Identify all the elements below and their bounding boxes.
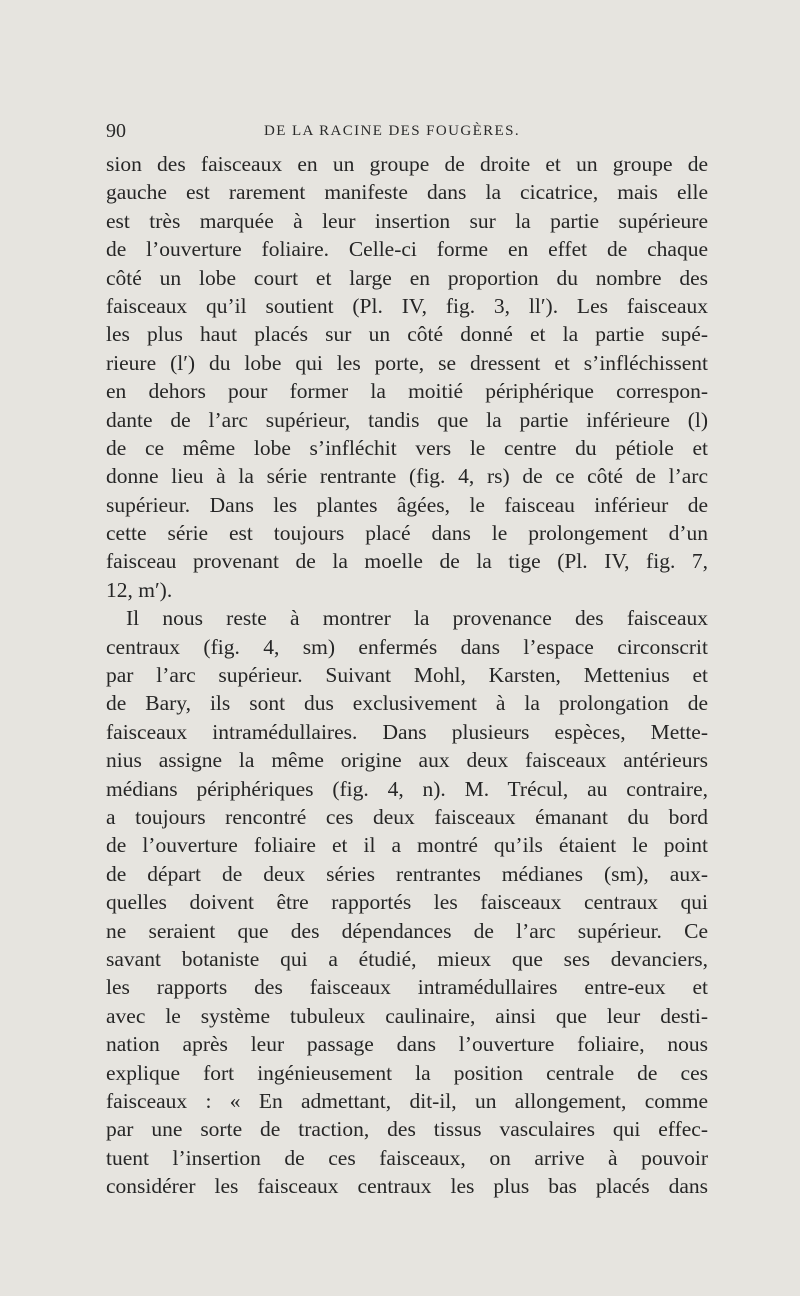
page-header [104,120,704,146]
text-line: considérer les faisceaux centraux les plus bas placés dans [106,1174,708,1199]
text-line: tuent l’insertion de ces faisceaux, on arrive à pouvoir [106,1145,708,1170]
text-line: dante de l’arc supérieur, tandis que la partie inférieure (l) [106,407,708,432]
text-line: médians périphériques (fig. 4, n). M. Trécul, au contraire, [106,776,708,801]
text-line: côté un lobe court et large en proportion du nombre des [106,265,708,290]
text-line: centraux (fig. 4, sm) enfermés dans l’espace circonscrit [106,634,708,659]
text-line: nius assigne la même origine aux deux faisceaux antérieurs [106,748,708,773]
text-line: de départ de deux séries rentrantes médianes (sm), aux- [106,861,708,886]
text-line: de l’ouverture foliaire. Celle-ci forme en effet de chaque [106,237,708,262]
text-line: est très marquée à leur insertion sur la partie supérieure [106,208,708,233]
text-line: de ce même lobe s’infléchit vers le centre du pétiole et [106,435,708,460]
text-line: faisceau provenant de la moelle de la tige (Pl. IV, fig. 7, [106,549,708,574]
text-line: sion des faisceaux en un groupe de droite et un groupe de [106,152,708,176]
text-line: avec le système tubuleux caulinaire, ainsi que leur desti- [106,1003,708,1028]
paragraph-start-line: Il nous reste à montrer la provenance des faisceaux [126,606,708,631]
text-line: savant botaniste qui a étudié, mieux que ses devanciers, [106,946,708,971]
paragraph-end-line: 12, m′). [106,577,173,602]
text-line: par une sorte de traction, des tissus vasculaires qui effec- [106,1117,708,1142]
text-line: de l’ouverture foliaire et il a montré qu’ils étaient le point [106,833,708,858]
text-line: donne lieu à la série rentrante (fig. 4, rs) de ce côté de l’arc [106,464,708,489]
text-line: nation après leur passage dans l’ouverture foliaire, nous [106,1032,708,1057]
text-line: rieure (l′) du lobe qui les porte, se dressent et s’infléchissent [106,350,708,375]
text-line: faisceaux intramédullaires. Dans plusieurs espèces, Mette- [106,719,708,744]
page-number: 90 [106,120,126,142]
text-line: a toujours rencontré ces deux faisceaux émanant du bord [106,804,708,829]
text-line: de Bary, ils sont dus exclusivement à la prolongation de [106,691,708,716]
text-line: en dehors pour former la moitié périphérique correspon- [106,379,708,404]
text-line: cette série est toujours placé dans le prolongement d’un [106,521,708,546]
text-line: supérieur. Dans les plantes âgées, le faisceau inférieur de [106,492,708,517]
text-line: quelles doivent être rapportés les faisceaux centraux qui [106,890,708,915]
text-line: faisceaux qu’il soutient (Pl. IV, fig. 3, ll′). Les faisceaux [106,293,708,318]
text-line: faisceaux : « En admettant, dit-il, un allongement, comme [106,1088,708,1113]
running-title: DE LA RACINE DES FOUGÈRES. [264,123,520,139]
text-line: gauche est rarement manifeste dans la cicatrice, mais elle [106,180,708,205]
text-line: les plus haut placés sur un côté donné et la partie supé- [106,322,708,347]
body-text [106,150,708,1200]
text-line: ne seraient que des dépendances de l’arc supérieur. Ce [106,918,708,943]
text-line: par l’arc supérieur. Suivant Mohl, Karsten, Mettenius et [106,663,708,688]
text-line: les rapports des faisceaux intramédullaires entre-eux et [106,975,708,1000]
text-line: explique fort ingénieusement la position centrale de ces [106,1060,708,1085]
